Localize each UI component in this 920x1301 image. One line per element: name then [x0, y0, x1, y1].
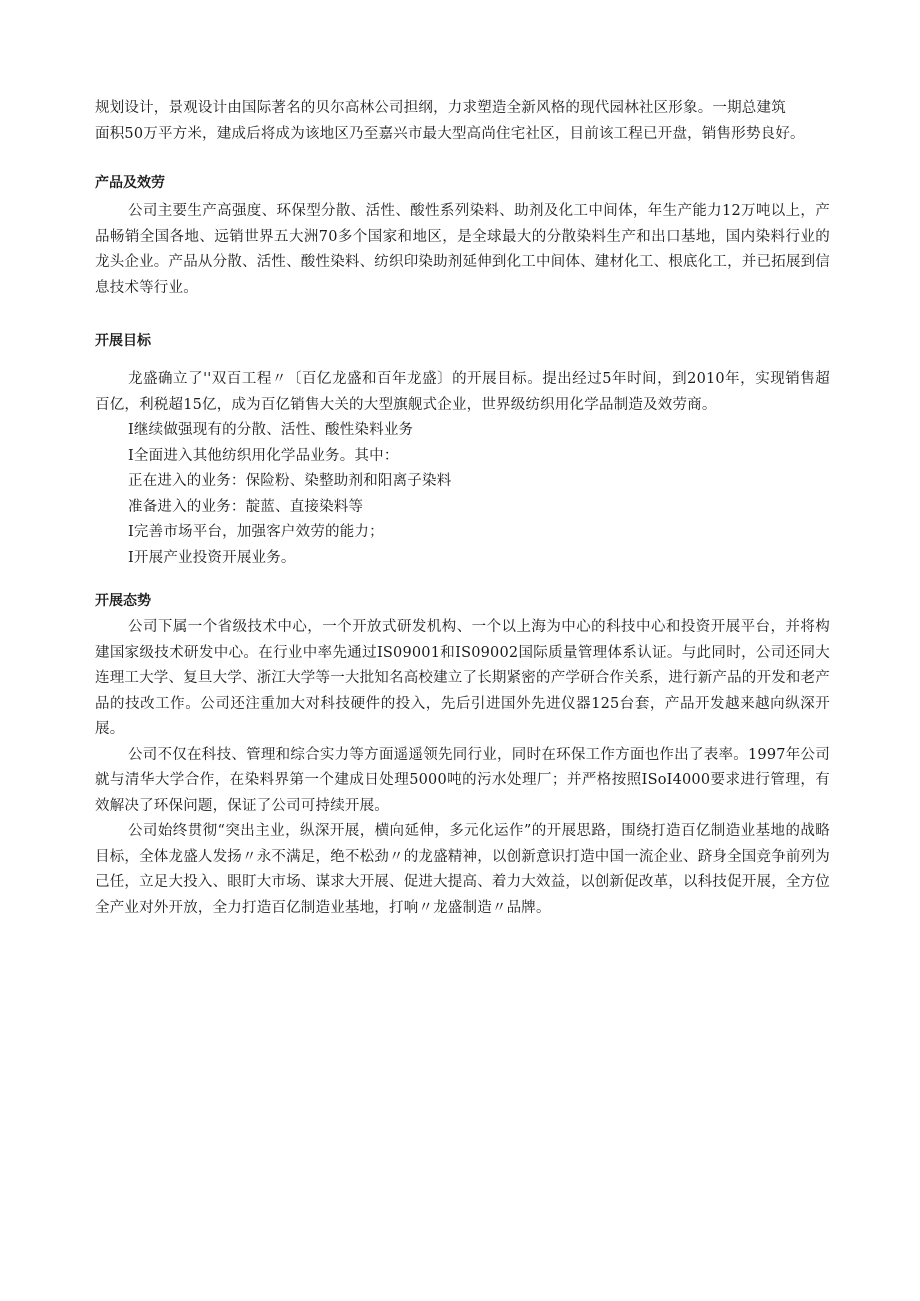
goals-list-item: 正在进入的业务：保险粉、染整助剂和阳离子染料	[128, 473, 452, 489]
document-page	[95, 96, 830, 921]
products-line: 产品畅销全国各地、远销世界五大洲70多个国家和地区，是全球最大的分散染料生产和出口基地，国内染料	[95, 203, 830, 245]
goals-list	[95, 418, 830, 571]
goals-line: 超百亿，利税超15亿，成为百亿销售大关的大型旗舰式企业，世界级纺织用化学品制造及效劳商。	[95, 371, 830, 413]
intro-line: 面积50万平方米，建成后将成为该地区乃至嘉兴市最大型高尚住宅社区，目前该工程已开盘，销售形势良好。	[95, 125, 805, 142]
situation-line: 的战略目标，全体龙盛人发扬〃永不满足，绝不松劲〃的龙盛精神，以创新意识打造中国一流企业、跻身全	[95, 823, 830, 865]
situation-line: 有效解决了环保问题，保证了公司可持续开展。	[95, 772, 830, 814]
situation-line: 公司不仅在科技、管理和综合实力等方面遥遥领先同行业，同时在环保工作方面也作出了表率。1997年	[128, 746, 801, 763]
situation-paragraph-2	[95, 743, 830, 820]
goals-list-item: I完善市场平台，加强客户效劳的能力；	[128, 524, 384, 540]
products-paragraph	[95, 199, 830, 301]
situation-line: 科技促开展，全方位全产业对外开放，全力打造百亿制造业基地，打响〃龙盛制造〃品牌。	[95, 874, 831, 916]
intro-paragraph	[95, 96, 830, 147]
situation-line: 公司始终贯彻“突出主业，纵深开展，横向延伸，多元化运作”的开展思路，围绕打造百亿制造业基地	[128, 823, 786, 839]
situation-line: 公司就与清华大学合作，在染料界第一个建成日处理5000吨的污水处理厂；并严格按照ISoI4000要求进行管理，	[95, 746, 830, 788]
situation-body	[95, 615, 830, 921]
products-line: 并已拓展到信息技术等行业。	[95, 254, 830, 296]
products-line: 公司主要生产高强度、环保型分散、活性、酸性系列染料、助剂及化工中间体，年生产能力12万吨以上，	[128, 203, 816, 219]
section-heading-products: 产品及效劳	[95, 175, 165, 191]
products-line: 行业的龙头企业。产品从分散、活性、酸性染料、纺织印染助剂延伸到化工中间体、建材化工、根底化工，	[95, 228, 830, 270]
situation-paragraph-1	[95, 615, 830, 743]
situation-paragraph-3	[95, 819, 830, 921]
situation-line: 公司下属一个省级技术中心，一个开放式研发机构、一个以上海为中心的科技中心和投资开展平台，并	[128, 619, 801, 635]
section-heading-situation: 开展态势	[95, 593, 151, 609]
situation-line: 将构建国家级技术研发中心。在行业中率先通过IS09001和IS09002国际质量管理体系认证。与此同时，公司还	[95, 619, 831, 661]
goals-list-item: I全面进入其他纺织用化学品业务。其中：	[128, 447, 399, 464]
section-heading-goals: 开展目标	[95, 333, 151, 349]
goals-list-item: 准备进入的业务：靛蓝、直接染料等	[128, 498, 364, 515]
situation-line: 国竞争前列为己任，立足大投入、眼盯大市场、谋求大开展、促进大提高、着力大效益，以创新促改革，以	[95, 848, 830, 890]
situation-line: 开发和老产品的技改工作。公司还注重加大对科技硬件的投入，先后引进国外先进仪器125台套，产品开发越	[95, 670, 830, 712]
goals-list-item: I开展产业投资开展业务。	[128, 549, 296, 566]
goals-list-item: I继续做强现有的分散、活性、酸性染料业务	[128, 422, 414, 438]
situation-line: 同大连理工大学、复旦大学、浙江大学等一大批知名高校建立了长期紧密的产学研合作关系，进行新产品的	[95, 644, 830, 686]
goals-paragraph	[95, 367, 830, 418]
goals-line: 龙盛确立了''双百工程〃〔百亿龙盛和百年龙盛〕的开展目标。提出经过5年时间，到2010年，实现销售	[128, 371, 816, 387]
situation-line: 来越向纵深开展。	[95, 695, 830, 737]
intro-line: 规划设计，景观设计由国际著名的贝尔高林公司担纲，力求塑造全新风格的现代园林社区形象。一期总建筑	[95, 100, 786, 116]
